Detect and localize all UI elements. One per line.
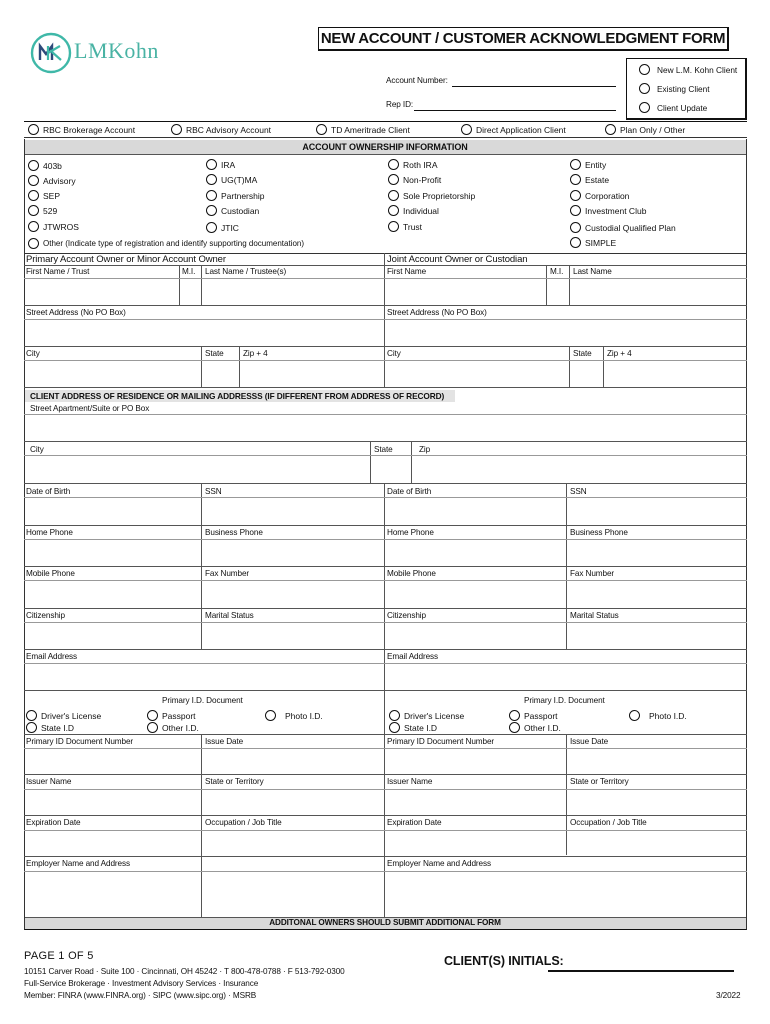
- divider: [24, 789, 747, 790]
- primary-employer-input[interactable]: [25, 872, 383, 916]
- joint-employer-input[interactable]: [385, 872, 746, 916]
- radio-icon: [206, 205, 217, 216]
- joint-other-id-radio[interactable]: Other I.D.: [509, 722, 561, 733]
- radio-icon: [388, 221, 399, 232]
- primary-mi-label: M.I.: [182, 267, 196, 276]
- ownership-individual-radio[interactable]: Individual: [388, 205, 439, 216]
- primary-name-input[interactable]: [25, 279, 383, 305]
- divider: [24, 497, 747, 498]
- radio-icon: [388, 159, 399, 170]
- radio-icon: [28, 190, 39, 201]
- mailing-state-label: State: [374, 445, 393, 454]
- radio-icon: [171, 124, 182, 135]
- radio-icon: [26, 710, 37, 721]
- radio-icon: [206, 174, 217, 185]
- radio-icon: [28, 238, 39, 249]
- radio-icon: [570, 159, 581, 170]
- joint-city-input[interactable]: [385, 361, 568, 387]
- joint-passport-radio[interactable]: Passport: [509, 710, 558, 721]
- logo-mark-icon: [30, 32, 74, 74]
- divider: [411, 441, 412, 483]
- divider: [24, 525, 747, 526]
- radio-icon: [570, 190, 581, 201]
- divider: [24, 305, 747, 306]
- joint-employer-label: Employer Name and Address: [387, 859, 491, 868]
- direct-application-radio[interactable]: Direct Application Client: [461, 124, 566, 135]
- mailing-street-input[interactable]: [25, 415, 746, 441]
- radio-icon: [570, 222, 581, 233]
- radio-icon: [639, 102, 650, 113]
- divider: [24, 774, 747, 775]
- primary-home-phone-label: Home Phone: [26, 528, 73, 537]
- divider: [24, 580, 747, 581]
- joint-state-territory-label: State or Territory: [570, 777, 629, 786]
- radio-icon: [570, 205, 581, 216]
- rep-id-field[interactable]: [414, 110, 616, 111]
- ownership-jtic-radio[interactable]: JTIC: [206, 222, 239, 233]
- divider: [239, 346, 240, 387]
- divider: [24, 387, 747, 388]
- radio-icon: [639, 64, 650, 75]
- account-number-field[interactable]: [452, 86, 616, 87]
- ownership-corporation-radio[interactable]: Corporation: [570, 190, 629, 201]
- joint-state-id-radio[interactable]: State I.D: [389, 722, 437, 733]
- ownership-partnership-radio[interactable]: Partnership: [206, 190, 264, 201]
- primary-id-heading: Primary I.D. Document: [162, 696, 243, 705]
- mailing-heading: CLIENT ADDRESS OF RESIDENCE OR MAILING ADDRESSS (IF DIFFERENT FROM ADDRESS OF RECORD): [30, 391, 445, 401]
- joint-ssn-label: SSN: [570, 487, 587, 496]
- divider: [24, 539, 747, 540]
- joint-id-heading: Primary I.D. Document: [524, 696, 605, 705]
- radio-icon: [570, 237, 581, 248]
- divider: [24, 566, 747, 567]
- joint-name-input[interactable]: [385, 279, 746, 305]
- joint-owner-heading: Joint Account Owner or Custodian: [387, 254, 528, 265]
- divider: [201, 346, 202, 387]
- primary-state-label: State: [205, 349, 224, 358]
- logo: [30, 32, 180, 74]
- ownership-403b-radio[interactable]: 403b: [28, 160, 62, 171]
- radio-icon: [388, 190, 399, 201]
- joint-photo-id-radio[interactable]: Photo I.D.: [629, 710, 687, 721]
- joint-citizenship-label: Citizenship: [387, 611, 426, 620]
- radio-icon: [147, 722, 158, 733]
- divider: [566, 608, 567, 649]
- ownership-custodian-radio[interactable]: Custodian: [206, 205, 259, 216]
- joint-email-label: Email Address: [387, 652, 439, 661]
- td-ameritrade-radio[interactable]: TD Ameritrade Client: [316, 124, 410, 135]
- primary-dob-label: Date of Birth: [26, 487, 71, 496]
- divider: [566, 566, 567, 608]
- radio-icon: [388, 205, 399, 216]
- joint-mi-label: M.I.: [550, 267, 564, 276]
- joint-street-label: Street Address (No PO Box): [387, 308, 487, 317]
- plan-only-radio[interactable]: Plan Only / Other: [605, 124, 685, 135]
- client-initials-label: CLIENT(S) INITIALS:: [444, 954, 564, 968]
- radio-icon: [206, 222, 217, 233]
- divider: [201, 483, 202, 525]
- footer-date: 3/2022: [716, 991, 741, 1000]
- radio-icon: [28, 205, 39, 216]
- divider: [566, 483, 567, 525]
- radio-icon: [570, 174, 581, 185]
- divider: [24, 441, 747, 442]
- rbc-advisory-radio[interactable]: RBC Advisory Account: [171, 124, 271, 135]
- joint-home-phone-label: Home Phone: [387, 528, 434, 537]
- form-title-text: NEW ACCOUNT / CUSTOMER ACKNOWLEDGMENT FORM: [320, 30, 726, 47]
- radio-icon: [389, 722, 400, 733]
- divider: [201, 566, 202, 608]
- radio-icon: [28, 124, 39, 135]
- primary-owner-heading: Primary Account Owner or Minor Account Owner: [26, 254, 226, 265]
- radio-icon: [147, 710, 158, 721]
- ownership-entity-radio[interactable]: Entity: [570, 159, 606, 170]
- primary-mobile-label: Mobile Phone: [26, 569, 75, 578]
- joint-state-label: State: [573, 349, 592, 358]
- joint-occupation-label: Occupation / Job Title: [570, 818, 647, 827]
- primary-city-label: City: [26, 349, 40, 358]
- divider: [24, 690, 747, 691]
- joint-marital-label: Marital Status: [570, 611, 619, 620]
- joint-fax-label: Fax Number: [570, 569, 615, 578]
- divider: [566, 734, 567, 855]
- grid-center-divider-bottom: [384, 483, 385, 917]
- first-name-trust-label: First Name / Trust: [26, 267, 90, 276]
- account-number-label: Account Number:: [386, 76, 448, 85]
- joint-expiration-label: Expiration Date: [387, 818, 442, 827]
- primary-city-input[interactable]: [25, 361, 200, 387]
- divider: [24, 608, 747, 609]
- footer-services: Full-Service Brokerage · Investment Advisory Services · Insurance: [24, 979, 259, 988]
- radio-icon: [629, 710, 640, 721]
- primary-expiration-label: Expiration Date: [26, 818, 81, 827]
- divider: [24, 734, 747, 735]
- radio-icon: [28, 175, 39, 186]
- ownership-sole-proprietorship-radio[interactable]: Sole Proprietorship: [388, 190, 475, 201]
- primary-fax-label: Fax Number: [205, 569, 250, 578]
- joint-issuer-label: Issuer Name: [387, 777, 433, 786]
- divider: [569, 346, 570, 387]
- existing-client-radio[interactable]: Existing Client: [639, 83, 710, 94]
- radio-icon: [28, 160, 39, 171]
- primary-marital-label: Marital Status: [205, 611, 254, 620]
- radio-icon: [461, 124, 472, 135]
- ownership-simple-radio[interactable]: SIMPLE: [570, 237, 616, 248]
- joint-last-name-label: Last Name: [573, 267, 612, 276]
- joint-mobile-label: Mobile Phone: [387, 569, 436, 578]
- primary-state-territory-label: State or Territory: [205, 777, 264, 786]
- divider: [24, 265, 747, 266]
- divider: [201, 525, 202, 566]
- primary-occupation-label: Occupation / Job Title: [205, 818, 282, 827]
- mailing-city-label: City: [30, 445, 44, 454]
- divider: [370, 441, 371, 483]
- divider: [24, 815, 747, 816]
- ownership-ira-radio[interactable]: IRA: [206, 159, 235, 170]
- new-client-radio[interactable]: New L.M. Kohn Client: [639, 64, 737, 75]
- ownership-advisory-radio[interactable]: Advisory: [28, 175, 76, 186]
- radio-icon: [28, 221, 39, 232]
- ownership-sep-radio[interactable]: SEP: [28, 190, 60, 201]
- ownership-investment-club-radio[interactable]: Investment Club: [570, 205, 646, 216]
- divider: [603, 346, 604, 387]
- rep-id-label: Rep ID:: [386, 100, 414, 109]
- ownership-roth-ira-radio[interactable]: Roth IRA: [388, 159, 438, 170]
- client-initials-field[interactable]: [548, 970, 734, 972]
- form-title: [318, 27, 729, 51]
- owner-grid: [24, 253, 747, 930]
- ownership-heading: ACCOUNT OWNERSHIP INFORMATION: [302, 142, 468, 152]
- rbc-brokerage-radio[interactable]: RBC Brokerage Account: [28, 124, 135, 135]
- primary-street-label: Street Address (No PO Box): [26, 308, 126, 317]
- radio-icon: [389, 710, 400, 721]
- divider: [24, 830, 747, 831]
- client-update-radio[interactable]: Client Update: [639, 102, 707, 113]
- radio-icon: [605, 124, 616, 135]
- joint-first-name-label: First Name: [387, 267, 427, 276]
- radio-icon: [26, 722, 37, 733]
- mailing-city-input[interactable]: [25, 456, 369, 483]
- ownership-estate-radio[interactable]: Estate: [570, 174, 609, 185]
- ownership-trust-radio[interactable]: Trust: [388, 221, 422, 232]
- ownership-custodial-qualified-plan-radio[interactable]: Custodial Qualified Plan: [570, 222, 676, 233]
- primary-passport-radio[interactable]: Passport: [147, 710, 196, 721]
- ownership-ugtma-radio[interactable]: UG(T)MA: [206, 174, 257, 185]
- radio-icon: [206, 190, 217, 201]
- divider: [24, 663, 747, 664]
- ownership-non-profit-radio[interactable]: Non-Profit: [388, 174, 441, 185]
- joint-street-input[interactable]: [385, 320, 746, 346]
- primary-photo-id-radio[interactable]: Photo I.D.: [265, 710, 323, 721]
- joint-business-phone-label: Business Phone: [570, 528, 628, 537]
- divider: [566, 525, 567, 566]
- mailing-street-label: Street Apartment/Suite or PO Box: [30, 404, 150, 413]
- primary-ssn-label: SSN: [205, 487, 222, 496]
- footer-address: 10151 Carver Road · Suite 100 · Cincinnati, OH 45242 · T 800-478-0788 · F 513-792-0300: [24, 967, 345, 976]
- primary-issuer-label: Issuer Name: [26, 777, 72, 786]
- joint-city-label: City: [387, 349, 401, 358]
- additional-owners-note: ADDITONAL OWNERS SHOULD SUBMIT ADDITIONAL FORM: [269, 918, 501, 927]
- joint-drivers-license-radio[interactable]: Driver's License: [389, 710, 464, 721]
- primary-business-phone-label: Business Phone: [205, 528, 263, 537]
- divider: [24, 346, 747, 347]
- primary-other-id-radio[interactable]: Other I.D.: [147, 722, 199, 733]
- divider: [24, 483, 747, 484]
- divider: [24, 622, 747, 623]
- radio-icon: [388, 174, 399, 185]
- primary-doc-number-label: Primary ID Document Number: [26, 737, 134, 746]
- joint-zip-label: Zip + 4: [607, 349, 632, 358]
- ownership-jtwros-radio[interactable]: JTWROS: [28, 221, 79, 232]
- radio-icon: [509, 710, 520, 721]
- primary-employer-label: Employer Name and Address: [26, 859, 130, 868]
- divider: [24, 649, 747, 650]
- joint-doc-number-label: Primary ID Document Number: [387, 737, 495, 746]
- primary-state-id-radio[interactable]: State I.D: [26, 722, 74, 733]
- primary-email-label: Email Address: [26, 652, 78, 661]
- footer-member: Member: FINRA (www.FINRA.org) · SIPC (www.sipc.org) · MSRB: [24, 991, 257, 1000]
- ownership-other-radio[interactable]: Other (Indicate type of registration and identify supporting documentation): [28, 238, 304, 249]
- primary-citizenship-label: Citizenship: [26, 611, 65, 620]
- primary-zip-label: Zip + 4: [243, 349, 268, 358]
- divider: [24, 856, 747, 857]
- radio-icon: [265, 710, 276, 721]
- last-name-trustee-label: Last Name / Trustee(s): [205, 267, 287, 276]
- joint-issue-date-label: Issue Date: [570, 737, 609, 746]
- primary-issue-date-label: Issue Date: [205, 737, 244, 746]
- radio-icon: [206, 159, 217, 170]
- radio-icon: [509, 722, 520, 733]
- joint-dob-label: Date of Birth: [387, 487, 432, 496]
- divider: [201, 608, 202, 649]
- radio-icon: [316, 124, 327, 135]
- divider: [24, 748, 747, 749]
- ownership-529-radio[interactable]: 529: [28, 205, 57, 216]
- radio-icon: [639, 83, 650, 94]
- primary-street-input[interactable]: [25, 320, 383, 346]
- mailing-zip-label: Zip: [419, 445, 431, 454]
- logo-text: LMKohn: [74, 38, 159, 63]
- primary-drivers-license-radio[interactable]: Driver's License: [26, 710, 101, 721]
- page-number: PAGE 1 OF 5: [24, 950, 94, 962]
